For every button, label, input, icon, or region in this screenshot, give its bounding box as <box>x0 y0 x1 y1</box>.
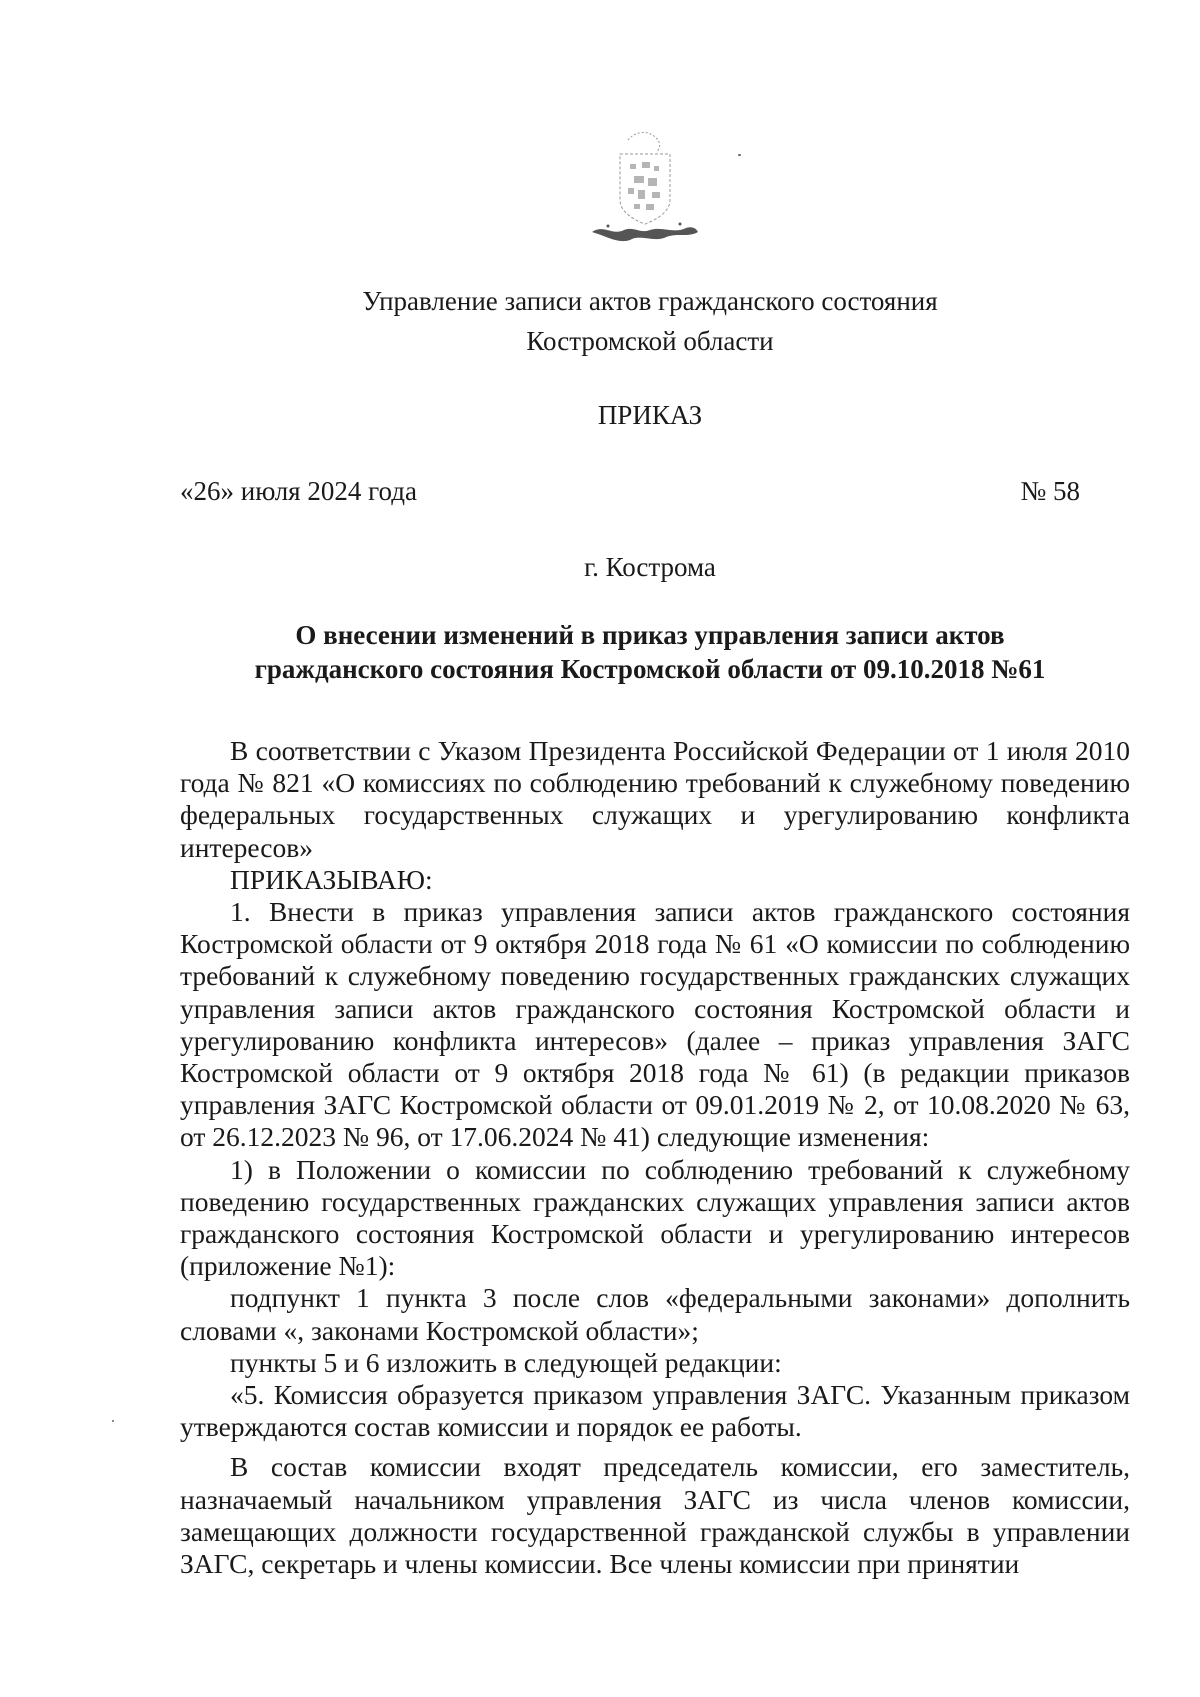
composition-paragraph: В состав комиссии входят председатель комиссии, его заместитель, назначаемый начальником управления ЗАГС из числа членов комиссии, замещающих должности государственной гражданской службы в управлении ЗАГС, секретарь и члены комиссии. Все члены комиссии при принятии <box>180 1451 1130 1580</box>
preamble-paragraph: В соответствии с Указом Президента Российской Федерации от 1 июля 2010 года № 821 «О комиссиях по соблюдению требований к служебному поведению федеральных государственных служащих и урегулированию конфликта интересов» <box>180 735 1130 863</box>
order-date: «26» июля 2024 года <box>180 476 417 506</box>
organization-name-line-1: Управление записи актов гражданского состояния <box>362 286 938 316</box>
subclause-1-paragraph: 1) в Положении о комиссии по соблюдению требований к служебному поведению государственных гражданских служащих управления записи актов гражданского состояния Костромской области и урегулированию интересов (приложение №1): <box>180 1153 1130 1282</box>
amendment-paragraph-2: пункты 5 и 6 изложить в следующей редакции: <box>230 1346 782 1378</box>
amendment-paragraph-1: подпункт 1 пункта 3 после слов «федеральными законами» дополнить словами «, законами Костромской области»; <box>180 1282 1130 1346</box>
coat-of-arms-emblem <box>590 128 700 260</box>
order-directive: ПРИКАЗЫВАЮ: <box>230 863 433 895</box>
order-number: № 58 <box>1020 476 1080 506</box>
order-city: г. Кострома <box>584 552 716 582</box>
order-body <box>180 735 1130 1580</box>
clause-1-paragraph: 1. Внести в приказ управления записи актов гражданского состояния Костромской области от 9 октября 2018 года № 61 «О комиссии по соблюдению требований к служебному поведению государственных гражданских служащих управления записи актов гражданского состояния Костромской области и урегулированию конфликта интересов» (далее – приказ управления ЗАГС Костромской области от 9 октября 2018 года № 61) (в редакции приказов управления ЗАГС Костромской области от 09.01.2019 № 2, от 10.08.2020 № 63, от 26.12.2023 № 96, от 17.06.2024 № 41) следующие изменения: <box>180 896 1130 1153</box>
document-type-title: ПРИКАЗ <box>597 400 703 430</box>
order-subject-line-1: О внесении изменений в приказ управления записи актов <box>295 620 1005 650</box>
point-5-paragraph: «5. Комиссия образуется приказом управления ЗАГС. Указанным приказом утверждаются состав комиссии и порядок ее работы. <box>180 1379 1130 1443</box>
organization-name-line-2: Костромской области <box>526 326 774 356</box>
order-subject-line-2: гражданского состояния Костромской области от 09.10.2018 №61 <box>254 654 1046 684</box>
scan-speck <box>112 1420 114 1422</box>
scan-speck <box>738 154 741 156</box>
